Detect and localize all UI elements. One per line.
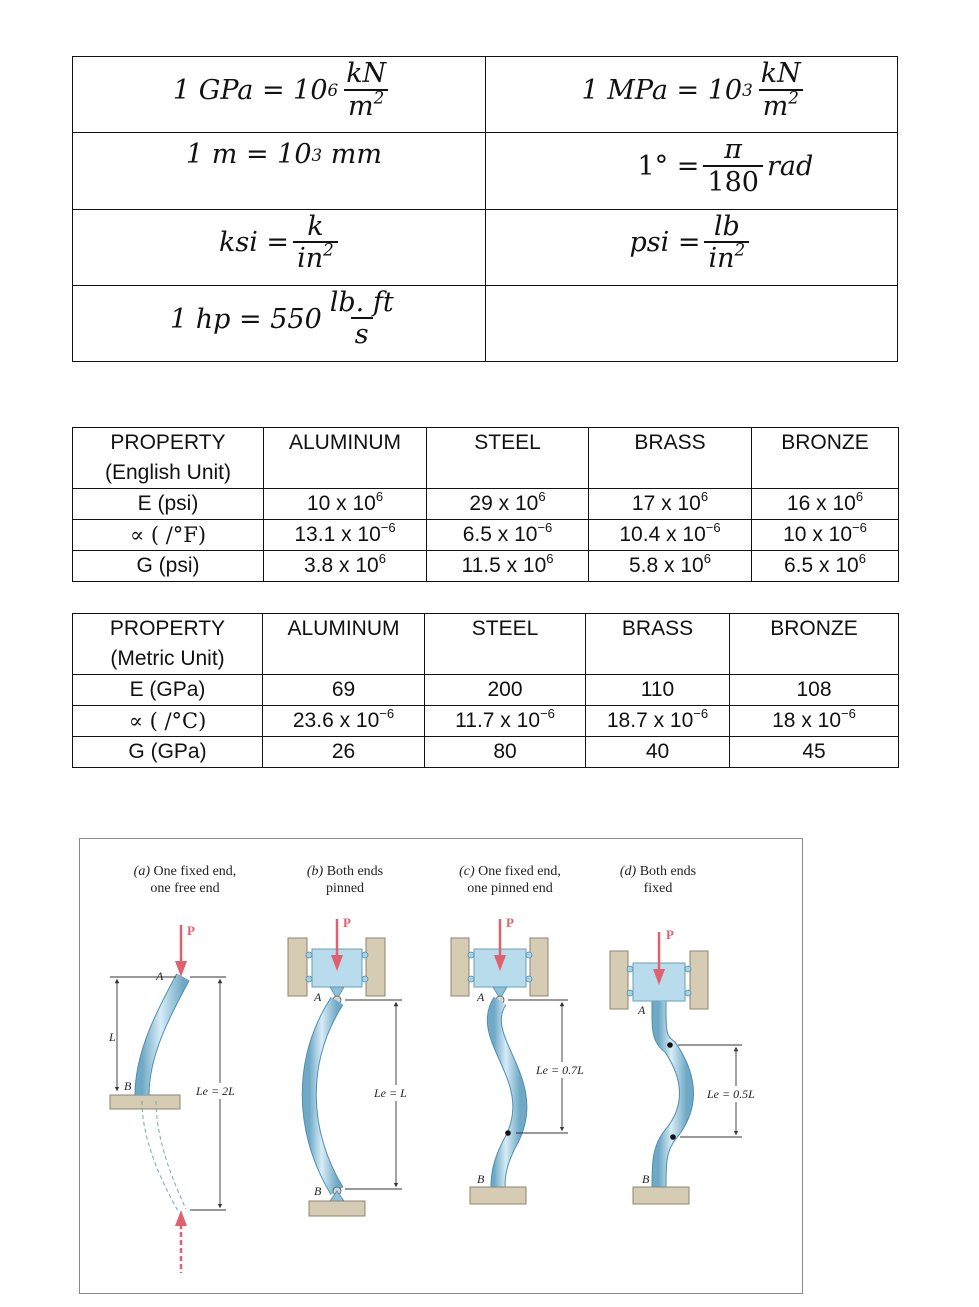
english-value-exponent: −6 xyxy=(705,519,721,535)
diagram-d-roller-3 xyxy=(685,966,691,972)
metric-value-base: 110 xyxy=(640,678,675,701)
metric-value-cell xyxy=(425,706,586,737)
diagram-d-fixed-fixed xyxy=(610,927,770,1204)
english-value-exponent: 6 xyxy=(538,488,546,504)
diagram-a-l-label: L xyxy=(109,1030,116,1044)
metric-value-exponent: −6 xyxy=(540,705,555,721)
gpa-lhs: 1 GPa = 10 xyxy=(173,74,328,106)
english-value-base: 10 x 10 xyxy=(306,492,376,515)
english-value-cell xyxy=(427,520,589,551)
metric-value-exponent: −6 xyxy=(693,705,709,721)
diagram-c-a-label: A xyxy=(477,990,485,1004)
diagram-c-b-label: B xyxy=(477,1172,485,1186)
metric-value-exponent: −6 xyxy=(841,705,856,721)
english-header-4: BRONZE xyxy=(752,428,899,489)
metric-row xyxy=(73,706,899,737)
conv-cell-gpa xyxy=(73,57,486,133)
psi-den-exp: 2 xyxy=(734,239,746,260)
ksi-den-exp: 2 xyxy=(323,239,334,260)
caption-d-line1: Both ends xyxy=(636,864,697,879)
ksi-num: k xyxy=(307,210,324,242)
english-value-cell xyxy=(427,489,589,520)
metric-value-base: 108 xyxy=(796,678,832,701)
english-value-cell xyxy=(427,551,589,582)
caption-a-letter: (a) xyxy=(133,864,150,879)
diagram-c-le-label: Le = 0.7L xyxy=(536,1063,584,1077)
diagram-a-b-label: B xyxy=(124,1079,132,1093)
english-header-0: PROPERTY (English Unit) xyxy=(73,428,264,489)
english-value-exponent: −6 xyxy=(537,519,553,535)
conv-cell-hp xyxy=(73,285,486,361)
conv-cell-degree xyxy=(485,133,898,209)
diagram-b-pinned-pinned xyxy=(288,915,420,1216)
psi-fraction xyxy=(704,212,749,275)
metric-property-table xyxy=(72,613,899,768)
diagram-a-reaction-head xyxy=(175,1210,187,1226)
caption-d-letter: (d) xyxy=(619,864,637,879)
diagram-b-a-label: A xyxy=(314,990,322,1004)
meter-rhs: mm xyxy=(322,139,382,171)
metric-value-cell xyxy=(425,675,586,706)
hp-num: lb. ft xyxy=(329,286,394,318)
caption-d-line2: fixed xyxy=(643,881,673,896)
english-row-label: E (psi) xyxy=(73,489,264,520)
diagram-d-ground xyxy=(633,1187,689,1204)
degree-expression xyxy=(638,135,814,198)
english-value-cell xyxy=(752,520,899,551)
hp-fraction xyxy=(326,288,398,351)
diagram-c-roller-3 xyxy=(526,952,532,958)
diagram-d-roller-2 xyxy=(627,990,633,996)
diagram-d-column xyxy=(659,1001,687,1187)
diagram-b-roller-3 xyxy=(362,952,368,958)
english-value-base: 17 x 10 xyxy=(631,492,701,515)
hp-den: s xyxy=(351,317,373,350)
ksi-expression xyxy=(219,212,342,275)
diagram-c-wall-right xyxy=(530,938,548,996)
hp-expression xyxy=(170,288,402,351)
english-value-exponent: −6 xyxy=(380,519,396,535)
diagram-d-wall-left xyxy=(610,951,628,1009)
diagram-a-ground xyxy=(110,1095,180,1109)
english-row-label: G (psi) xyxy=(73,551,264,582)
psi-den: in xyxy=(708,243,735,275)
metric-header-4: BRONZE xyxy=(730,614,899,675)
english-row xyxy=(73,520,899,551)
diagram-c-roller-2 xyxy=(468,976,474,982)
caption-c-line2: one pinned end xyxy=(467,881,553,896)
metric-value-base: 26 xyxy=(331,740,356,763)
metric-value-cell xyxy=(730,737,899,768)
column-buckling-figure xyxy=(79,838,803,1294)
metric-value-cell xyxy=(586,706,730,737)
metric-value-base: 45 xyxy=(802,740,826,763)
metric-value-base: 23.6 x 10 xyxy=(292,709,380,732)
metric-value-base: 18.7 x 10 xyxy=(606,709,694,732)
mpa-lhs: 1 MPa = 10 xyxy=(581,74,743,106)
diagram-a-column xyxy=(142,977,183,1095)
diagram-a-a-label: A xyxy=(156,969,164,983)
gpa-den-exp: 2 xyxy=(373,86,385,107)
diagram-d-p-label: P xyxy=(666,927,674,942)
english-value-cell xyxy=(589,551,752,582)
diagram-b-wall-right xyxy=(366,938,385,996)
caption-b-line1: Both ends xyxy=(323,864,384,879)
diagram-c-ground xyxy=(470,1187,526,1204)
diagram-d-le-label: Le = 0.5L xyxy=(707,1087,755,1101)
english-value-cell xyxy=(264,551,427,582)
diagram-a-mirror-left xyxy=(142,1101,178,1211)
diagram-b-roller-2 xyxy=(306,976,312,982)
unit-conversion-table xyxy=(72,56,898,362)
metric-row-label: G (GPa) xyxy=(73,737,263,768)
metric-value-base: 200 xyxy=(487,678,523,701)
metric-value-base: 18 x 10 xyxy=(772,709,842,732)
metric-value-cell xyxy=(263,675,425,706)
diagram-c-inflection-point xyxy=(505,1130,511,1136)
metric-value-base: 80 xyxy=(493,740,517,763)
diagram-d-inflection-top xyxy=(667,1042,673,1048)
mpa-expression: 1 MPa = 10 3 $\frac{kN}{m^2}$ xyxy=(582,59,809,122)
metric-header-2: STEEL xyxy=(425,614,586,675)
metric-row xyxy=(73,675,899,706)
english-value-base: 6.5 x 10 xyxy=(462,523,538,546)
diagram-b-roller-1 xyxy=(306,952,312,958)
conv-cell-empty xyxy=(485,285,898,361)
english-value-base: 29 x 10 xyxy=(469,492,539,515)
metric-value-cell xyxy=(263,706,425,737)
conv-cell-meter xyxy=(73,133,486,209)
caption-b-letter: (b) xyxy=(306,864,324,879)
metric-row-label: E (GPa) xyxy=(73,675,263,706)
english-row xyxy=(73,489,899,520)
conv-cell-ksi xyxy=(73,209,486,285)
gpa-fraction xyxy=(342,59,390,122)
english-value-cell xyxy=(264,489,427,520)
english-value-base: 16 x 10 xyxy=(786,492,856,515)
english-value-base: 6.5 x 10 xyxy=(784,554,859,577)
english-value-base: 11.5 x 10 xyxy=(461,554,547,577)
metric-value-exponent: −6 xyxy=(379,705,395,721)
psi-num: lb xyxy=(713,210,740,242)
diagram-d-roller-4 xyxy=(685,990,691,996)
english-value-cell xyxy=(752,489,899,520)
metric-value-cell xyxy=(730,706,899,737)
english-value-base: 10.4 x 10 xyxy=(619,523,706,546)
english-value-exponent: 6 xyxy=(703,550,711,566)
metric-header-3: BRASS xyxy=(586,614,730,675)
buckling-diagrams-svg xyxy=(80,839,802,1293)
english-value-cell xyxy=(589,489,752,520)
diagram-d-wall-right xyxy=(690,951,708,1009)
english-row xyxy=(73,551,899,582)
english-value-cell xyxy=(589,520,752,551)
english-value-base: 10 x 10 xyxy=(783,523,853,546)
metric-value-cell xyxy=(263,737,425,768)
mpa-den-exp: 2 xyxy=(788,86,799,107)
metric-value-base: 11.7 x 10 xyxy=(455,709,540,732)
english-header-2: STEEL xyxy=(427,428,589,489)
meter-expression: 1 m = 10 3 mm xyxy=(186,139,382,171)
metric-header-row xyxy=(73,614,899,675)
caption-b-line2: pinned xyxy=(325,881,365,896)
degree-rhs: rad xyxy=(766,151,814,183)
diagram-c-wall-left xyxy=(451,938,469,996)
diagram-a-fixed-free xyxy=(108,923,248,1273)
ksi-fraction xyxy=(293,212,338,275)
diagram-d-inflection-bottom xyxy=(670,1134,676,1140)
metric-value-cell xyxy=(586,737,730,768)
metric-value-base: 69 xyxy=(331,678,356,701)
diagram-c-roller-4 xyxy=(526,976,532,982)
english-value-cell xyxy=(264,520,427,551)
diagram-c-roller-1 xyxy=(468,952,474,958)
diagram-b-ground xyxy=(309,1201,365,1216)
diagram-b-p-label: P xyxy=(343,915,351,930)
diagram-d-a-label: A xyxy=(638,1003,646,1017)
english-value-exponent: 6 xyxy=(700,488,709,504)
english-header-1: ALUMINUM xyxy=(264,428,427,489)
metric-header-1: ALUMINUM xyxy=(263,614,425,675)
metric-row xyxy=(73,737,899,768)
degree-den: 180 xyxy=(703,165,763,198)
gpa-num: kN xyxy=(346,58,387,89)
ksi-lhs: ksi = xyxy=(219,227,290,259)
metric-row-label: ∝ ( /°C) xyxy=(73,706,263,737)
english-value-exponent: 6 xyxy=(375,488,384,504)
diagram-c-fixed-pinned xyxy=(451,915,597,1204)
diagram-b-wall-left xyxy=(288,938,307,996)
diagram-c-column xyxy=(494,1001,520,1187)
english-value-exponent: −6 xyxy=(852,519,867,535)
diagram-d-roller-1 xyxy=(627,966,633,972)
english-header-row xyxy=(73,428,899,489)
meter-lhs: 1 m = 10 xyxy=(186,139,312,171)
english-value-base: 5.8 x 10 xyxy=(629,554,704,577)
english-value-base: 3.8 x 10 xyxy=(304,554,379,577)
caption-a-line1: One fixed end, xyxy=(150,864,237,879)
mpa-fraction xyxy=(757,59,805,122)
english-value-exponent: 6 xyxy=(855,488,864,504)
english-property-table xyxy=(72,427,899,582)
metric-header-0: PROPERTY (Metric Unit) xyxy=(73,614,263,675)
metric-value-cell xyxy=(586,675,730,706)
caption-c-line1: One fixed end, xyxy=(474,864,561,879)
psi-expression xyxy=(630,212,754,275)
diagram-c-p-label: P xyxy=(506,915,514,930)
english-value-exponent: 6 xyxy=(378,550,386,566)
gpa-expression: 1 GPa = 10 6 $\frac{kN}{m^2}$ xyxy=(173,59,394,122)
diagram-a-mirror-right xyxy=(156,1101,186,1209)
diagram-a-le-label: Le = 2L xyxy=(196,1084,235,1098)
diagram-d-b-label: B xyxy=(642,1172,650,1186)
caption-c-letter: (c) xyxy=(459,864,475,879)
mpa-den: m xyxy=(762,90,789,122)
gpa-den: m xyxy=(348,90,374,122)
metric-value-cell xyxy=(425,737,586,768)
english-value-base: 13.1 x 10 xyxy=(294,523,381,546)
metric-value-cell xyxy=(730,675,899,706)
hp-lhs: 1 hp = 550 xyxy=(170,303,322,335)
english-row-label: ∝ ( /°F) xyxy=(73,520,264,551)
english-value-exponent: 6 xyxy=(546,550,554,566)
conv-cell-psi xyxy=(485,209,898,285)
metric-value-base: 40 xyxy=(645,740,670,763)
degree-fraction xyxy=(703,135,763,198)
caption-a-line2: one free end xyxy=(150,881,220,896)
english-header-3: BRASS xyxy=(589,428,752,489)
diagram-b-le-label: Le = L xyxy=(374,1086,407,1100)
diagram-b-b-label: B xyxy=(314,1184,322,1198)
diagram-a-p-label: P xyxy=(187,923,195,938)
english-value-exponent: 6 xyxy=(858,550,866,566)
diagram-b-column xyxy=(309,1001,337,1191)
ksi-den: in xyxy=(297,243,324,275)
psi-lhs: psi = xyxy=(629,227,701,259)
degree-num: π xyxy=(724,134,743,166)
degree-lhs: 1° = xyxy=(637,151,700,183)
english-value-cell xyxy=(752,551,899,582)
mpa-num: kN xyxy=(760,58,801,89)
diagram-b-roller-4 xyxy=(362,976,368,982)
conv-cell-mpa xyxy=(485,57,898,133)
